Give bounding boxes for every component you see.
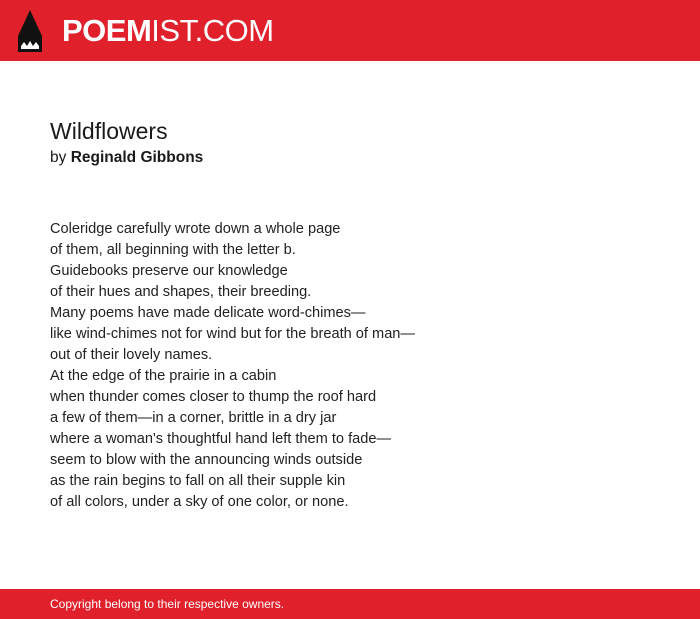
poem-line: out of their lovely names. xyxy=(50,347,213,363)
logo-wordmark-bold: POEM xyxy=(62,13,152,48)
site-footer xyxy=(0,589,700,619)
poem-heading xyxy=(50,116,670,169)
poem-line: Guidebooks preserve our knowledge xyxy=(50,263,288,279)
poem-line: where a woman's thoughtful hand left them to fade— xyxy=(50,431,392,447)
poem-line: a few of them—in a corner, brittle in a dry jar xyxy=(50,410,337,426)
poem-title: Wildflowers xyxy=(50,118,168,144)
byline xyxy=(50,147,670,169)
by-label: by xyxy=(50,149,67,166)
author-name: Reginald Gibbons xyxy=(70,149,204,166)
poem-line: of all colors, under a sky of one color, or none. xyxy=(50,494,349,510)
poem-line: Coleridge carefully wrote down a whole page xyxy=(50,221,341,237)
poem-line: of their hues and shapes, their breeding. xyxy=(50,284,312,300)
poem-line: Many poems have made delicate word-chimes— xyxy=(50,305,366,321)
poem-line: At the edge of the prairie in a cabin xyxy=(50,368,277,384)
site-header xyxy=(0,0,700,61)
pencil-icon xyxy=(18,10,42,52)
site-logo[interactable] xyxy=(62,13,274,49)
logo-wordmark-light: IST.COM xyxy=(151,13,274,48)
poem-line: of them, all beginning with the letter b. xyxy=(50,242,296,258)
poem-line: as the rain begins to fall on all their supple kin xyxy=(50,473,346,489)
poem-line: when thunder comes closer to thump the roof hard xyxy=(50,389,377,405)
poem-line: like wind-chimes not for wind but for the breath of man— xyxy=(50,326,416,342)
copyright-notice: Copyright belong to their respective owners. xyxy=(50,597,285,611)
poem-line: seem to blow with the announcing winds outside xyxy=(50,452,363,468)
poem-body xyxy=(50,219,670,513)
